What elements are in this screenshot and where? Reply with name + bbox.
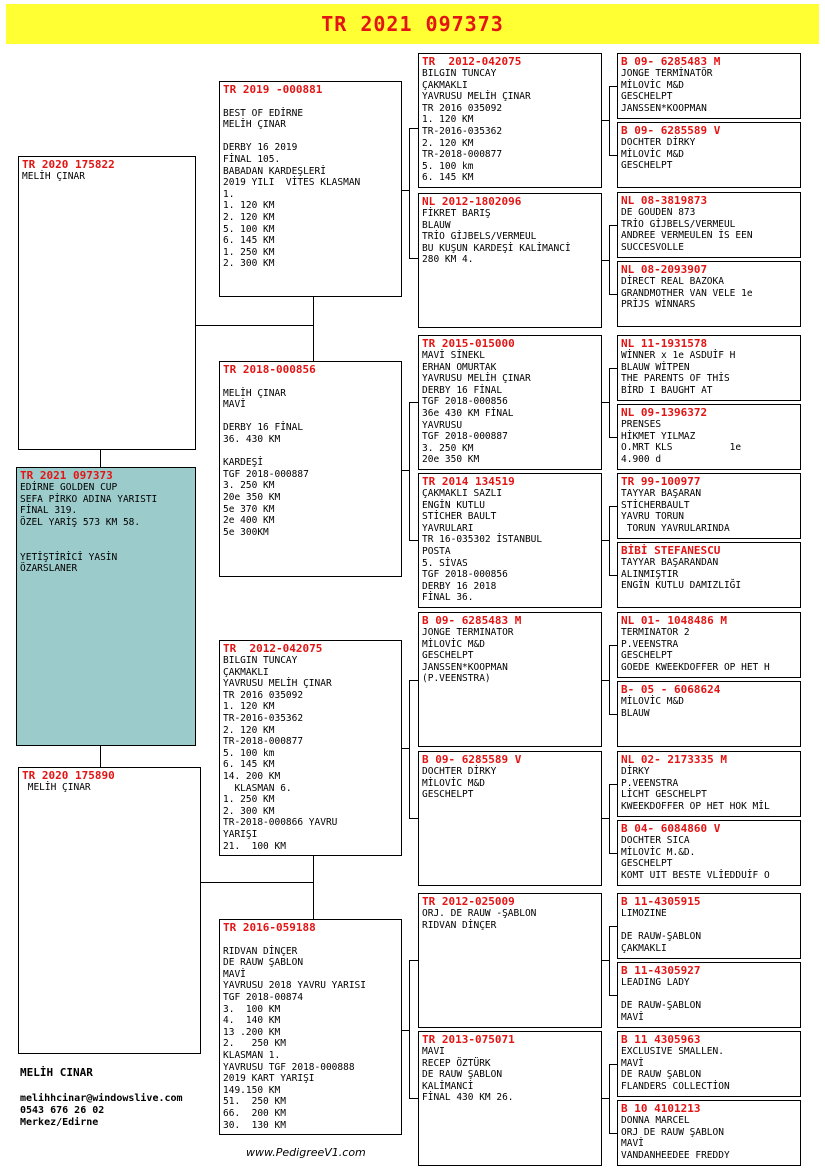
ring-number: NL 11-1931578 [621,337,708,350]
ring-number: B 09- 6285589 V [422,753,522,766]
great-grandparent-card-2[interactable] [418,193,602,328]
ring-number: NL 2012-1802096 [422,195,522,208]
breeder-email[interactable]: melihhcinar@windowslive.com [20,1093,183,1104]
pigeon-details: MELİH ÇINAR MAVİ DERBY 16 FİNAL 36. 430 KM KARDEŞİ TGF 2018-000887 3. 250 KM 20e 350 KM 5e 370 KM 2e 400 KM 5e 300KM [223,387,309,538]
connector-line [609,1133,617,1134]
great-grandparent-card-4[interactable] [418,473,602,608]
connector-line [609,86,617,87]
ring-number: B 09- 6285483 M [621,55,721,68]
great-grandparent-card-8[interactable] [418,1031,602,1166]
connector-line [409,680,418,681]
pigeon-details: BILGIN TUNCAY ÇAKMAKLI YAVRUSU MELİH ÇINAR TR 2016 035092 1. 120 KM TR-2016-035362 2. 120 KM TR-2018-000877 5. 100 km 6. 145 KM [422,68,531,184]
connector-line [609,575,617,576]
ring-number: TR 99-100977 [621,475,701,488]
connector-line [609,506,617,507]
pigeon-details: TERMINATOR 2 P.VEENSTRA GESCHELPT GOEDE KWEEKDOFFER OP HET H [621,627,770,673]
great-grandparent-card-5[interactable] [418,612,602,747]
pigeon-details: BEST OF EDİRNE MELİH ÇINAR DERBY 16 2019 FİNAL 105. BABADAN KARDEŞLERİ 2019 YILI VİTES KLASMAN 1. 1. 120 KM 2. 120 KM 5. 100 KM 6. 145 KM 1. 250 KM 2. 300 KM [223,107,361,270]
ancestor-card-9[interactable] [617,612,801,678]
pigeon-details: ORJ. DE RAUW -ŞABLON RIDVAN DİNÇER [422,908,537,931]
pigeon-details: JONGE TERMINATOR MİLOVİC M&D GESCHELPT JANSSEN*KOOPMAN (P.VEENSTRA) [422,627,514,685]
ring-number: B 11-4305927 [621,964,701,977]
pigeon-details: DİRKY P.VEENSTRA LİCHT GESCHELPT KWEEKDOFFER OP HET HOK MİL [621,766,770,812]
connector-line [201,882,314,883]
grandparent-card-2[interactable] [219,361,402,577]
ancestor-card-6[interactable] [617,404,801,470]
ring-number: TR 2012-042075 [422,55,522,68]
pigeon-details: MİLOVİC M&D BLAUW [621,696,684,719]
connector-line [609,995,617,996]
grandparent-card-1[interactable] [219,81,402,297]
connector-line [609,853,617,854]
connector-line [609,294,617,295]
grandparent-card-3[interactable] [219,640,402,856]
ancestor-card-10[interactable] [617,681,801,747]
breeder-phone: 0543 676 26 02 [20,1105,105,1116]
pedigree-logo: www.PedigreeV1.com [246,1146,366,1159]
connector-line [313,856,314,919]
pigeon-details: EXCLUSIVE SMALLEN. MAVİ DE RAUW ŞABLON FLANDERS COLLECTİON [621,1046,730,1092]
ring-number: B 09- 6285483 M [422,614,522,627]
great-grandparent-card-7[interactable] [418,893,602,1028]
connector-line [609,714,617,715]
connector-line [609,437,617,438]
ring-number: NL 02- 2173335 M [621,753,727,766]
connector-line [409,258,418,259]
great-grandparent-card-1[interactable] [418,53,602,188]
dam-card[interactable] [18,767,201,1054]
connector-line [409,818,418,819]
ring-number: NL 08-3819873 [621,194,708,207]
page-title: TR 2021 097373 [6,4,819,44]
ring-number: B 10 4101213 [621,1102,701,1115]
ancestor-card-1[interactable] [617,53,801,119]
connector-line [409,128,410,258]
breeder-location: Merkez/Edirne [20,1117,99,1128]
pigeon-details: FİKRET BARIŞ BLAUW TRİO GİJBELS/VERMEUL BU KUŞUN KARDEŞİ KALİMANCİ 280 KM 4. [422,208,571,266]
pigeon-details: MELİH ÇINAR [22,782,91,793]
ancestor-card-13[interactable] [617,893,801,959]
ring-number: TR 2018-000856 [223,363,316,376]
subject-pigeon-card[interactable] [16,467,196,746]
connector-line [409,128,418,129]
ancestor-card-5[interactable] [617,335,801,401]
grandparent-card-4[interactable] [219,919,402,1135]
ring-number: B 09- 6285589 V [621,124,721,137]
ancestor-card-4[interactable] [617,261,801,327]
ring-number: TR 2021 097373 [20,469,113,482]
ring-number: TR 2020 175890 [22,769,115,782]
ring-number: NL 01- 1048486 M [621,614,727,627]
pigeon-details: MAVI RECEP ÖZTÜRK DE RAUW ŞABLON KALİMANCİ FİNAL 430 KM 26. [422,1046,514,1104]
pigeon-details: MAVİ SİNEKL ERHAN OMURTAK YAVRUSU MELİH ÇINAR DERBY 16 FİNAL TGF 2018-000856 36e 430 KM FİNAL YAVRUSU TGF 2018-000887 3. 250 KM 20e 350 KM [422,350,531,466]
connector-line [609,86,610,155]
ancestor-card-12[interactable] [617,820,801,886]
connector-line [609,225,617,226]
pigeon-details: BILGIN TUNCAY ÇAKMAKLI YAVRUSU MELİH ÇINAR TR 2016 035092 1. 120 KM TR-2016-035362 2. 120 KM TR-2018-000877 5. 100 km 6. 145 KM 14. 200 KM KLASMAN 6. 1. 250 KM 2. 300 KM TR-2018-000866 YAVRU YARIŞI 21. 100 KM [223,655,338,852]
pigeon-details: LIMOZINE DE RAUW-ŞABLON ÇAKMAKLI [621,908,702,954]
connector-line [609,225,610,294]
connector-line [609,155,617,156]
ring-number: TR 2016-059188 [223,921,316,934]
ancestor-card-3[interactable] [617,192,801,258]
sire-card[interactable] [18,156,196,450]
ring-number: TR 2013-075071 [422,1033,515,1046]
connector-line [609,645,610,714]
ancestor-card-11[interactable] [617,751,801,817]
breeder-name: MELİH CINAR [20,1066,93,1079]
connector-line [609,926,617,927]
ring-number: TR 2012-025009 [422,895,515,908]
pigeon-details: RIDVAN DİNÇER DE RAUW ŞABLON MAVİ YAVRUSU 2018 YAVRU YARISI TGF 2018-00874 3. 100 KM 4. 140 KM 13 .200 KM 2. 250 KM KLASMAN 1. YAVRUSU TGF 2018-000888 2019 KART YARIŞI 149.150 KM 51. 250 KM 66. 200 KM 30. 130 KM [223,945,366,1131]
ring-number: B 11 4305963 [621,1033,701,1046]
ancestor-card-7[interactable] [617,473,801,539]
pigeon-details: TAYYAR BAŞARAN STİCHERBAULT YAVRU TORUN TORUN YAVRULARINDA [621,488,730,534]
pigeon-details: MELİH ÇINAR [22,171,85,182]
pigeon-details: JONGE TERMİNATÖR MİLOVİC M&D GESCHELPT JANSSEN*KOOPMAN [621,68,713,114]
connector-line [609,645,617,646]
ancestor-card-2[interactable] [617,122,801,188]
connector-line [409,1098,418,1099]
pigeon-details: DİRECT REAL BAZOKA GRANDMOTHER VAN VELE 1e PRİJS WİNNARS [621,276,753,311]
pigeon-details: DOCHTER DİRKY MİLOVİC M&D GESCHELPT [422,766,497,801]
pigeon-details: TAYYAR BAŞARANDAN ALINMIŞTIR ENGİN KUTLU DAMIZLIĞI [621,557,742,592]
connector-line [609,926,610,995]
connector-line [409,960,418,961]
pigeon-details: DE GOUDEN 873 TRİO GİJBELS/VERMEUL ANDREE VERMEULEN İS EEN SUCCESVOLLE [621,207,753,253]
ring-number: TR 2020 175822 [22,158,115,171]
ancestor-card-14[interactable] [617,962,801,1028]
great-grandparent-card-3[interactable] [418,335,602,470]
connector-line [609,1064,617,1065]
pigeon-details: ÇAKMAKLI SAZLI ENGİN KUTLU STİCHER BAULT YAVRULARI TR 16-035302 İSTANBUL POSTA 5. SİVAS TGF 2018-000856 DERBY 16 2018 FİNAL 36. [422,488,543,604]
connector-line [409,402,410,540]
connector-line [609,1064,610,1133]
ancestor-card-8[interactable] [617,542,801,608]
ring-number: B- 05 - 6068624 [621,683,721,696]
connector-line [609,506,610,575]
connector-line [313,297,314,361]
ring-number: TR 2012-042075 [223,642,323,655]
great-grandparent-card-6[interactable] [418,751,602,886]
pigeon-details: LEADING LADY DE RAUW-ŞABLON MAVİ [621,977,702,1023]
connector-line [100,450,101,467]
pigeon-details: PRENSES HİKMET YILMAZ O.MRT KLS 1e 4.900 d [621,419,742,465]
connector-line [609,784,610,853]
connector-line [609,784,617,785]
ring-number: BİBİ STEFANESCU [621,544,721,557]
connector-line [409,680,410,818]
pigeon-details: EDİRNE GOLDEN CUP SEFA PİRKO ADINA YARISTI FİNAL 319. ÖZEL YARİŞ 573 KM 58. YETİŞTİRİCİ YASİN ÖZARSLANER [20,482,158,575]
ring-number: TR 2019 -000881 [223,83,323,96]
ring-number: TR 2014 134519 [422,475,515,488]
connector-line [100,746,101,767]
ring-number: B 11-4305915 [621,895,701,908]
ring-number: NL 09-1396372 [621,406,708,419]
connector-line [409,960,410,1098]
connector-line [409,402,418,403]
ancestor-card-16[interactable] [617,1100,801,1166]
pigeon-details: WİNNER x 1e ASDUİF H BLAUW WİTPEN THE PARENTS OF THİS BİRD I BAUGHT AT [621,350,736,396]
ring-number: NL 08-2093907 [621,263,708,276]
ancestor-card-15[interactable] [617,1031,801,1097]
connector-line [609,368,617,369]
ring-number: TR 2015-015000 [422,337,515,350]
connector-line [409,540,418,541]
pigeon-details: DOCHTER DİRKY MİLOVİC M&D GESCHELPT [621,137,696,172]
connector-line [196,325,314,326]
pigeon-details: DONNA MARCEL ORJ DE RAUW ŞABLON MAVİ VANDANHEEDEE FREDDY [621,1115,730,1161]
pigeon-details: DOCHTER SICA MİLOVİC M.&D. GESCHELPT KOMT UIT BESTE VLİEDDUİF O [621,835,770,881]
connector-line [609,368,610,437]
ring-number: B 04- 6084860 V [621,822,721,835]
